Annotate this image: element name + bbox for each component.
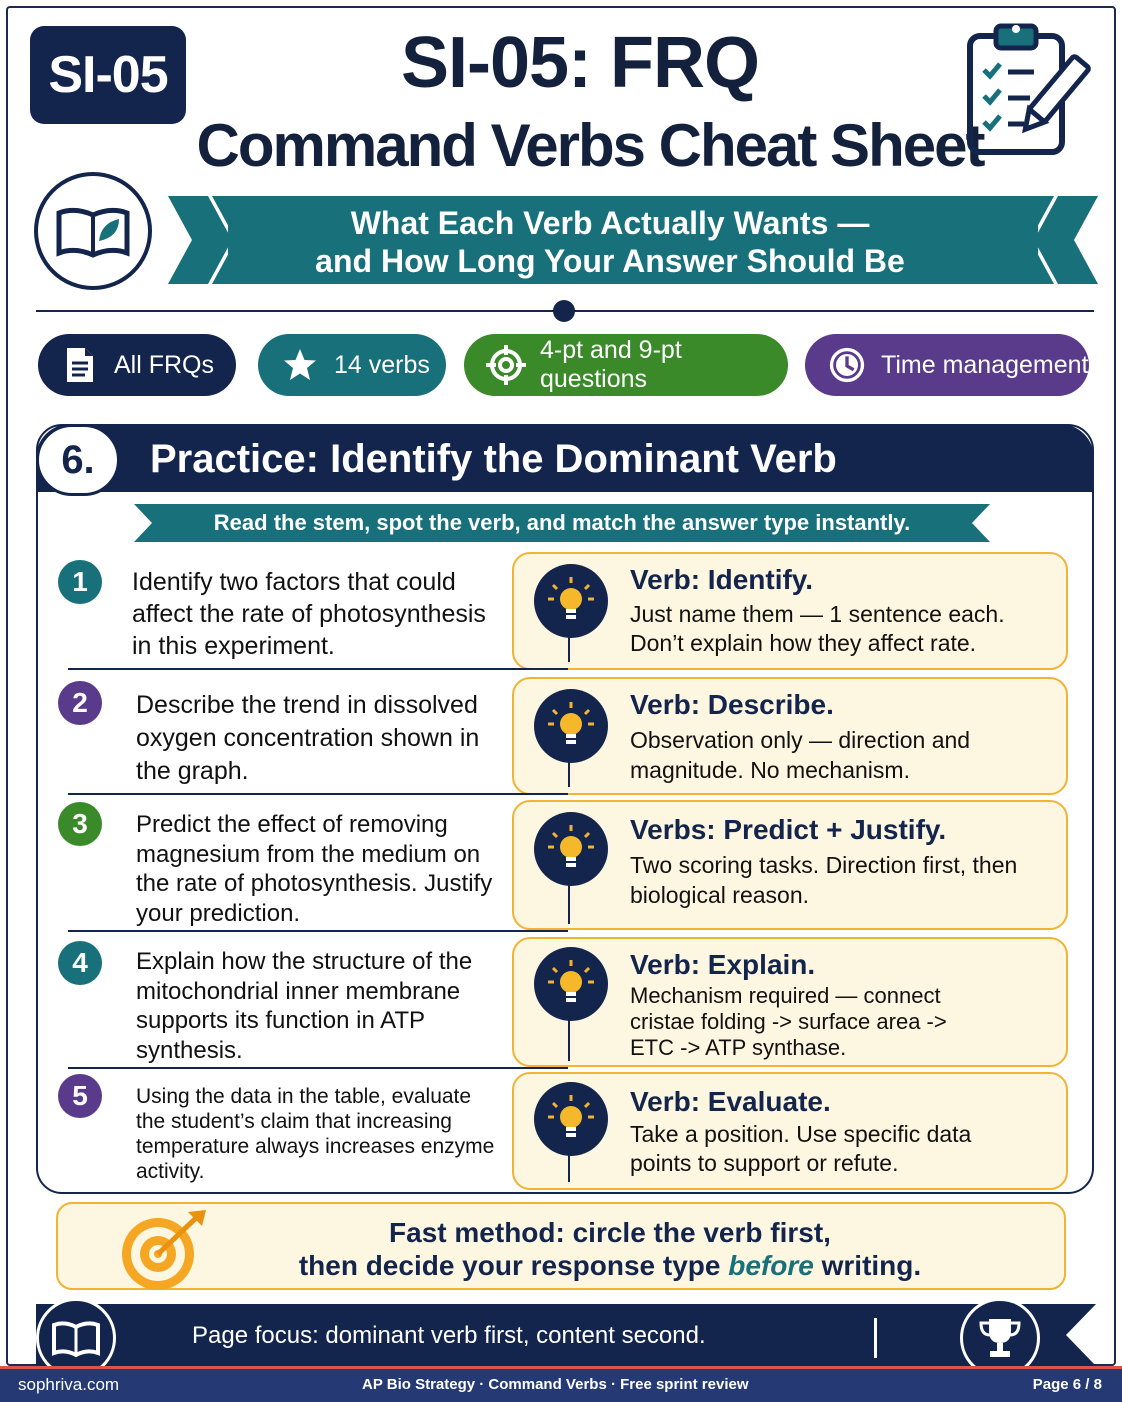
list-item <box>58 677 1068 795</box>
verb-label: Verb: Identify. <box>630 564 814 595</box>
page-title: SI-05: FRQ <box>400 23 760 103</box>
lightbulb-icon <box>534 1082 608 1156</box>
divider-dot <box>553 300 575 322</box>
pill-label: Time management <box>881 350 1089 379</box>
fast-method-text-pre: then decide your response type <box>298 1250 729 1281</box>
pill-verbs <box>258 334 446 396</box>
item-number: 3 <box>58 802 102 846</box>
verb-explanation: Take a position. Use specific data points to support or refute. <box>630 1121 972 1176</box>
clipboard-pencil-icon <box>960 18 1100 158</box>
pill-time-management <box>805 334 1089 396</box>
fast-method-emphasis: before <box>728 1250 814 1281</box>
document-icon <box>60 345 100 385</box>
fast-method-line-2 <box>220 1249 1000 1282</box>
verb-explanation: Two scoring tasks. Direction first, then biological reason. <box>630 852 1018 908</box>
question-stem: Using the data in the table, evaluate the student’s claim that increasing temperature always increases enzyme activity. <box>136 1085 495 1183</box>
question-stem: Identify two factors that could affect the rate of photosynthesis in this experiment. <box>132 568 486 660</box>
target-icon <box>486 345 526 385</box>
lightbulb-icon <box>534 689 608 763</box>
verb-label: Verb: Explain. <box>630 949 816 980</box>
lightbulb-icon <box>534 564 608 638</box>
verb-label: Verb: Describe. <box>630 689 834 720</box>
row-divider <box>68 1067 568 1069</box>
item-number: 1 <box>58 560 102 604</box>
list-item <box>58 800 1068 932</box>
page-subtitle-title: Command Verbs Cheat Sheet <box>196 112 984 179</box>
item-number: 5 <box>58 1074 102 1118</box>
pill-label: 4-pt and 9-pt questions <box>540 336 682 393</box>
pill-label: 14 verbs <box>334 350 430 379</box>
row-divider <box>68 793 568 795</box>
verb-label: Verbs: Predict + Justify. <box>630 814 947 845</box>
page-focus-text: Page focus: dominant verb first, content second. <box>192 1322 706 1349</box>
site-link[interactable]: sophriva.com <box>18 1375 120 1394</box>
bullseye-arrow-icon <box>116 1208 208 1292</box>
star-icon <box>280 345 320 385</box>
list-item <box>58 1072 1068 1190</box>
pill-all-frqs <box>38 334 236 396</box>
question-stem: Explain how the structure of the mitochondrial inner membrane supports its function in ATP synthesis. <box>136 948 473 1064</box>
subtitle-line-1: What Each Verb Actually Wants — <box>350 205 870 241</box>
clock-icon <box>827 345 867 385</box>
verb-explanation: Observation only — direction and magnitude. No mechanism. <box>630 727 971 783</box>
fast-method-text <box>220 1216 1000 1282</box>
lightbulb-icon <box>534 947 608 1021</box>
row-divider <box>68 930 568 932</box>
footer-separator <box>874 1318 877 1358</box>
pill-label: All FRQs <box>114 350 214 379</box>
section-title: Practice: Identify the Dominant Verb <box>150 437 837 481</box>
fast-method-text-post: writing. <box>813 1250 922 1281</box>
bottom-bar-caption: AP Bio Strategy · Command Verbs · Free sprint review <box>362 1376 749 1393</box>
section-number: 6. <box>36 424 120 496</box>
question-stem: Describe the trend in dissolved oxygen concentration shown in the graph. <box>136 691 480 785</box>
book-leaf-icon <box>34 172 152 290</box>
item-number: 4 <box>58 941 102 985</box>
verb-explanation: Just name them — 1 sentence each. Don’t explain how they affect rate. <box>630 601 1005 656</box>
verb-label: Verb: Evaluate. <box>630 1086 831 1117</box>
pill-question-types <box>464 334 788 396</box>
fast-method-line-1: Fast method: circle the verb first, <box>389 1217 831 1248</box>
lightbulb-icon <box>534 812 608 886</box>
subtitle-text <box>230 204 990 280</box>
bottom-bar <box>0 1366 1122 1402</box>
verb-explanation: Mechanism required — connect cristae folding -> surface area -> ETC -> ATP synthase. <box>630 983 947 1060</box>
list-item <box>58 937 1068 1069</box>
row-divider <box>68 668 568 670</box>
page-number: Page 6 / 8 <box>1032 1376 1102 1393</box>
list-item <box>58 552 1068 670</box>
instruction-text: Read the stem, spot the verb, and match the answer type instantly. <box>213 510 911 535</box>
code-badge: SI-05 <box>30 26 186 124</box>
subtitle-line-2: and How Long Your Answer Should Be <box>315 243 905 279</box>
item-number: 2 <box>58 681 102 725</box>
question-stem: Predict the effect of removing magnesium from the medium on the rate of photosynthesis. Justify your prediction. <box>136 811 493 927</box>
